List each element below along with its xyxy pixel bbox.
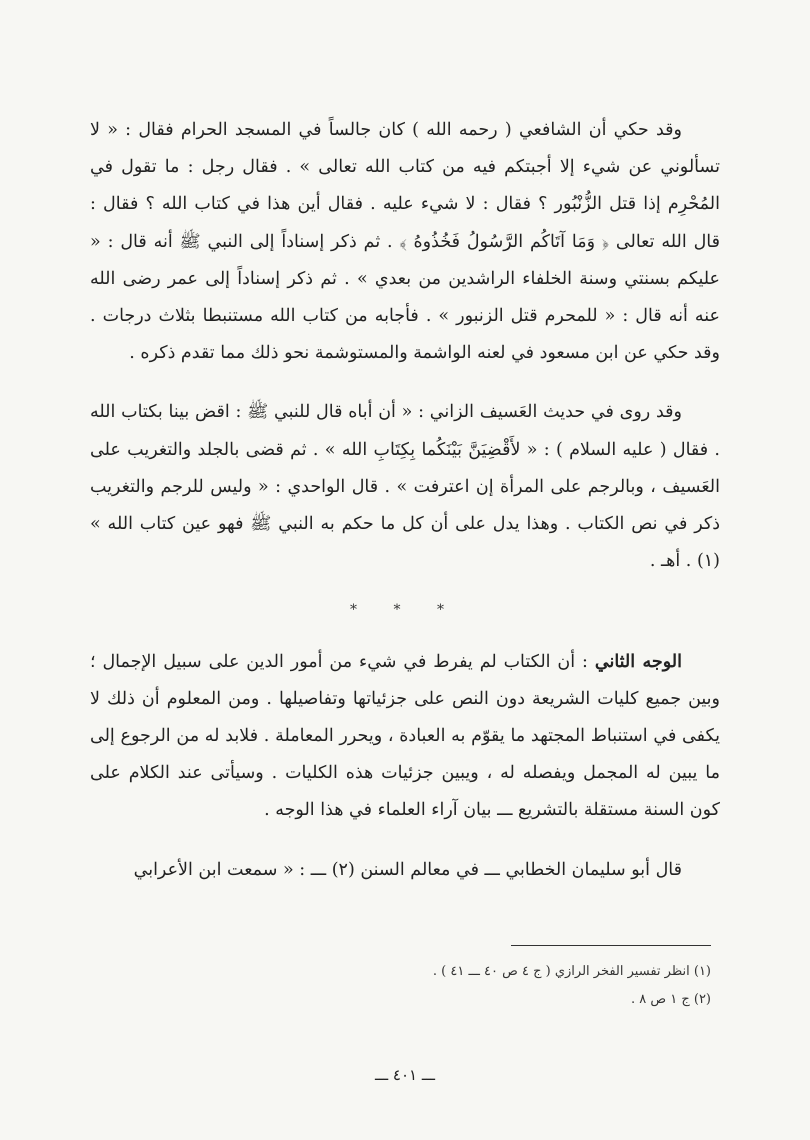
footnotes bbox=[300, 958, 711, 1014]
section-separator: * * * bbox=[350, 602, 460, 619]
page-number: ـــ ٤٠١ ـــ bbox=[374, 1066, 436, 1084]
body-text bbox=[90, 112, 720, 889]
footnote-2: (٢) ج ١ ص ٨ . bbox=[630, 992, 711, 1007]
section-heading: الوجه الثاني bbox=[594, 651, 682, 672]
footnote-divider bbox=[511, 945, 711, 946]
paragraph-khattabi: قال أبو سليمان الخطابي ـــ في معالم السنن (٢) ـــ : « سمعت ابن الأعرابي bbox=[133, 859, 682, 880]
paragraph-second-aspect bbox=[90, 644, 720, 830]
paragraph-shafii: وقد حكي أن الشافعي ( رحمه الله ) كان جالساً في المسجد الحرام فقال : « لا تسألوني عن شيء إلا أجبتكم فيه من كتاب الله تعالى » . فقال رجل : ما تقول في المُحْرِم إذا قتل الزُّنْبُور ؟ فقال : لا شيء عليه . فقال أين هذا في كتاب الله ؟ فقال : قال الله تعالى ﴿ وَمَا آتَاكُم الرَّسُولُ فَخُذُوهُ ﴾ . ثم ذكر إسناداً إلى النبي ﷺ أنه قال : « عليكم بسنتي وسنة الخلفاء الراشدين من بعدي » . ثم ذكر إسناداً إلى عمر رضى الله عنه أنه قال : « للمحرم قتل الزنبور » . فأجابه من كتاب الله مستنبطا بثلاث درجات . وقد حكي عن ابن مسعود في لعنه الواشمة والمستوشمة نحو ذلك مما تقدم ذكره . bbox=[90, 120, 720, 364]
paragraph-second-aspect-text: : أن الكتاب لم يفرط في شيء من أمور الدين على سبيل الإجمال ؛ وبين جميع كليات الشريعة دون النص على جزئياتها وتفاصيلها . ومن المعلوم أن ذلك لا يكفى في استنباط المجتهد ما يقوّم به العبادة ، ويحرر المعاملة . فلابد له من الرجوع إلى ما يبين له المجمل ويفصله له ، ويبين جزئيات هذه الكليات . وسيأتى عند الكلام على كون السنة مستقلة بالتشريع ـــ بيان آراء العلماء في هذا الوجه . bbox=[90, 651, 720, 821]
footnote-1: (١) انظر تفسير الفخر الرازي ( ج ٤ ص ٤٠ ـــ ٤١ ) . bbox=[432, 964, 711, 979]
paragraph-asif-hadith: وقد روى في حديث العَسيف الزاني : « أن أباه قال للنبي ﷺ : اقض بينا بكتاب الله . فقال ( عليه السلام ) : « لأَقْضِيَنَّ بَيْنَكُما بِكِتَابِ الله » . ثم قضى بالجلد والتغريب على العَسيف ، وبالرجم على المرأة إن اعترفت » . قال الواحدي : « وليس للرجم والتغريب ذكر في نص الكتاب . وهذا يدل على أن كل ما حكم به النبي ﷺ فهو عين كتاب الله » (١) . أهـ . bbox=[90, 402, 720, 572]
